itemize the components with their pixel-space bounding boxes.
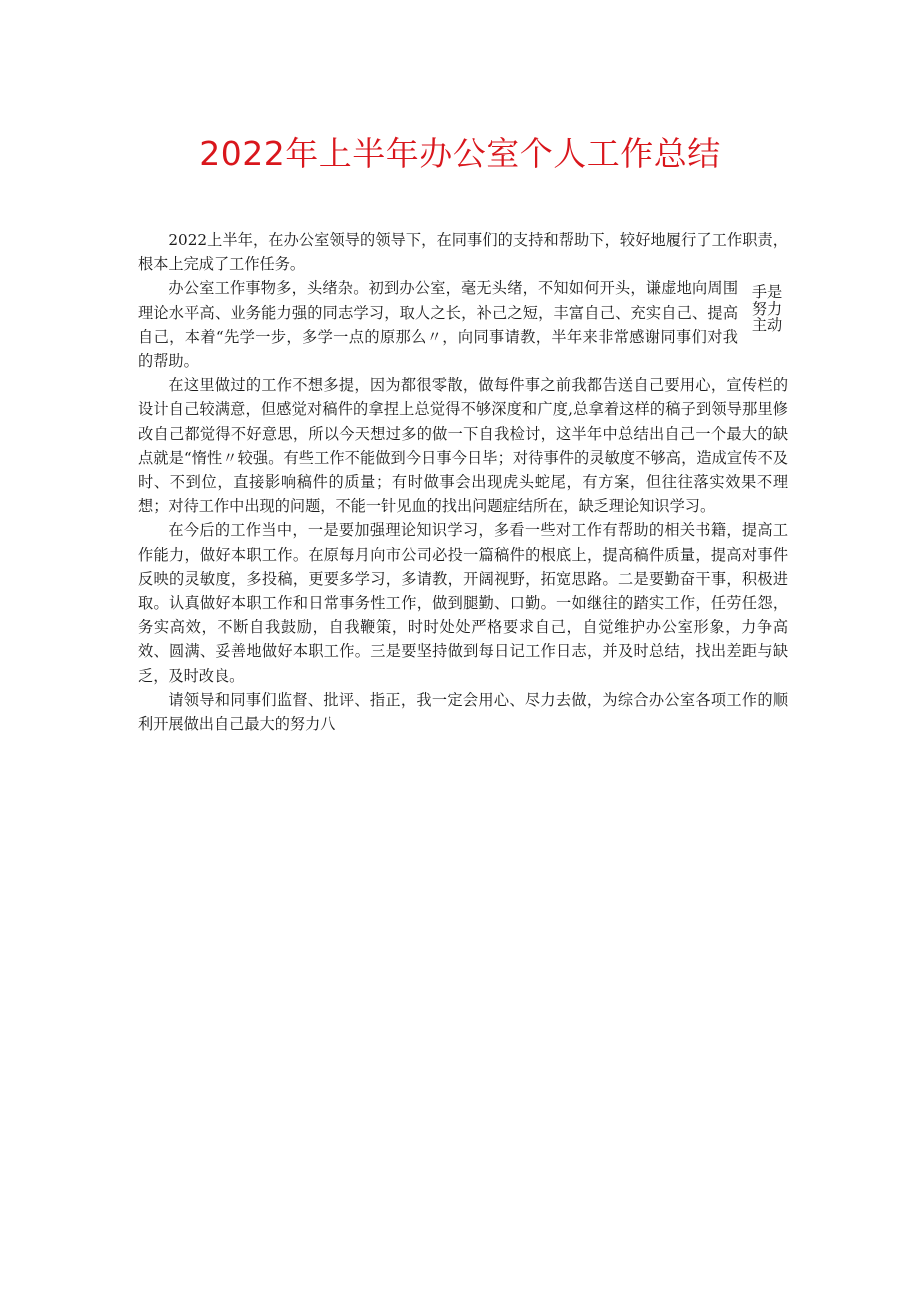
- paragraph-2: 办公室工作事物多，头绪杂。初到办公室，毫无头绪，不知如何开头，谦虚地向周围理论水平高、业务能力强的同志学习，取人之长，补己之短，丰富自己、充实自己、提高自己，本着“先学一步，多学一点的原那么〃，向同事请教，半年来非常感谢同事们对我的帮助。: [138, 279, 738, 371]
- paragraph-4: 在今后的工作当中，一是要加强理论知识学习，多看一些对工作有帮助的相关书籍，提高工作能力，做好本职工作。在原每月向市公司必投一篇稿件的根底上，提高稿件质量，提高对事件反映的灵敏度，多投稿，更要多学习，多请教，开阔视野，拓宽思路。二是要勤奋干事，积极进取。认真做好本职工作和日常事务性工作，做到腿勤、口勤。一如继往的踏实工作，任劳任怨，务实高效，不断自我鼓励，自我鞭策，时时处处严格要求自己，自觉维护办公室形象，力争高效、圆满、妥善地做好本职工作。三是要坚持做到每日记工作日志，并及时总结，找出差距与缺乏，及时改良。: [138, 521, 788, 685]
- margin-note-line: 努力: [751, 299, 783, 318]
- paragraph-5: 请领导和同事们监督、批评、指正，我一定会用心、尽力去做，为综合办公室各项工作的顺利开展做出自己最大的努力八: [138, 690, 788, 734]
- margin-note-line: 主动: [751, 316, 783, 334]
- document-title: 2022年上半年办公室个人工作总结: [199, 134, 721, 173]
- paragraph-3: 在这里做过的工作不想多提，因为都很零散，做每件事之前我都告送自己要用心，宣传栏的设计自己较满意，但感觉对稿件的拿捏上总觉得不够深度和广度,总拿着这样的稿子到领导那里修改自己都觉得不好意思，所以今天想过多的做一下自我检讨，这半年中总结出自己一个最大的缺点就是“惰性〃较强。有些工作不能做到今日事今日毕；对待事件的灵敏度不够高，造成宣传不及时、不到位，直接影响稿件的质量；有时做事会出现虎头蛇尾，有方案，但往往落实效果不理想；对待工作中出现的问题，不能一针见血的找出问题症结所在，缺乏理论知识学习。: [138, 376, 788, 516]
- margin-note-line: 手是: [751, 283, 783, 301]
- paragraph-1: 2022上半年，在办公室领导的领导下，在同事们的支持和帮助下，较好地履行了工作职责，根本上完成了工作任务。: [138, 231, 788, 274]
- document-body: [138, 228, 788, 736]
- margin-note: [742, 284, 792, 334]
